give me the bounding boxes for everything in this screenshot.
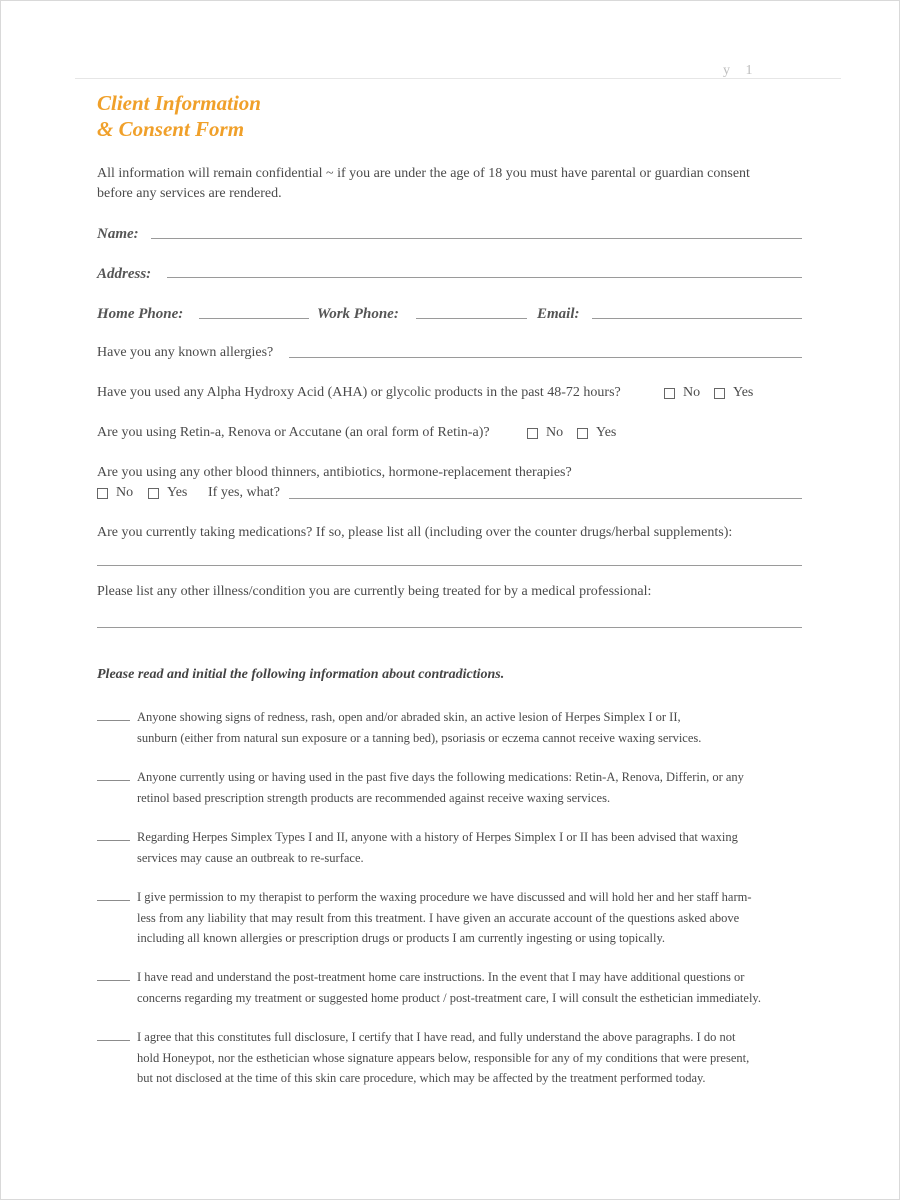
- initial-field[interactable]: [97, 720, 130, 721]
- contradiction-item: [97, 1027, 817, 1089]
- title-line-1: Client Information: [97, 91, 261, 115]
- contradiction-item: [97, 967, 817, 1008]
- email-label: Email:: [537, 306, 580, 322]
- initial-field[interactable]: [97, 1040, 130, 1041]
- item-line-2: less from any liability that may result from this treatment. I have given an accurate account of the questions asked above: [137, 910, 740, 925]
- blood-thinners-yes-checkbox[interactable]: [148, 488, 159, 499]
- initial-field[interactable]: [97, 840, 130, 841]
- blood-thinners-yes-label: Yes: [167, 485, 188, 500]
- name-field[interactable]: [151, 238, 802, 239]
- contradiction-item: [97, 767, 817, 808]
- retin-question: Are you using Retin-a, Renova or Accutane (an oral form of Retin-a)?: [97, 425, 490, 440]
- item-line-2: retinol based prescription strength products are recommended against receive waxing services.: [137, 790, 611, 805]
- retin-no-checkbox[interactable]: [527, 428, 538, 439]
- blood-thinners-question: Are you using any other blood thinners, antibiotics, hormone-replacement therapies?: [97, 465, 572, 480]
- work-phone-field[interactable]: [416, 318, 527, 319]
- blood-thinners-no-label: No: [116, 485, 134, 500]
- home-phone-label: Home Phone:: [97, 306, 184, 322]
- item-line-2: hold Honeypot, nor the esthetician whose signature appears below, responsible for any of my conditions that were present,: [137, 1050, 750, 1065]
- contradiction-item: [97, 887, 817, 949]
- contradiction-item: [97, 827, 817, 868]
- item-line-2: services may cause an outbreak to re-surface.: [137, 850, 364, 865]
- if-yes-field[interactable]: [289, 498, 802, 499]
- email-field[interactable]: [592, 318, 802, 319]
- illness-field[interactable]: [97, 627, 802, 628]
- medications-field[interactable]: [97, 565, 802, 566]
- retin-yes-label: Yes: [596, 425, 617, 440]
- title-line-2: & Consent Form: [97, 117, 245, 141]
- illness-question: Please list any other illness/condition you are currently being treated for by a medical professional:: [97, 584, 652, 599]
- name-label: Name:: [97, 226, 139, 242]
- blood-thinners-no-checkbox[interactable]: [97, 488, 108, 499]
- initial-field[interactable]: [97, 780, 130, 781]
- aha-yes-label: Yes: [733, 385, 754, 400]
- work-phone-label: Work Phone:: [317, 306, 399, 322]
- item-line-1: I agree that this constitutes full disclosure, I certify that I have read, and fully understand the above paragraphs. I do not: [137, 1030, 736, 1044]
- home-phone-field[interactable]: [199, 318, 309, 319]
- item-line-1: Anyone showing signs of redness, rash, open and/or abraded skin, an active lesion of Herpes Simplex I or II,: [137, 710, 681, 724]
- item-line-3: including all known allergies or prescription drugs or products I am currently ingesting or using topically.: [137, 931, 666, 945]
- address-field[interactable]: [167, 277, 802, 278]
- allergies-field[interactable]: [289, 357, 802, 358]
- if-yes-label: If yes, what?: [208, 485, 280, 500]
- aha-question: Have you used any Alpha Hydroxy Acid (AHA) or glycolic products in the past 48-72 hours?: [97, 385, 621, 400]
- aha-yes-checkbox[interactable]: [714, 388, 725, 399]
- item-line-3: but not disclosed at the time of this skin care procedure, which may be affected by the treatment performed today.: [137, 1071, 706, 1085]
- corner-mark: y 1: [723, 63, 759, 78]
- item-line-2: sunburn (either from natural sun exposure or a tanning bed), psoriasis or eczema cannot receive waxing services.: [137, 730, 702, 745]
- address-label: Address:: [97, 266, 152, 282]
- allergies-question: Have you any known allergies?: [97, 345, 274, 360]
- aha-no-checkbox[interactable]: [664, 388, 675, 399]
- retin-no-label: No: [546, 425, 564, 440]
- contradictions-heading: Please read and initial the following information about contradictions.: [97, 667, 505, 682]
- item-line-1: I give permission to my therapist to perform the waxing procedure we have discussed and will hold her and her staff harm-: [137, 890, 752, 904]
- item-line-1: I have read and understand the post-treatment home care instructions. In the event that I may have additional questions or: [137, 970, 745, 984]
- medications-question: Are you currently taking medications? If so, please list all (including over the counter drugs/herbal supplements):: [97, 525, 733, 540]
- retin-yes-checkbox[interactable]: [577, 428, 588, 439]
- aha-no-label: No: [683, 385, 701, 400]
- contradiction-item: [97, 707, 817, 748]
- form-title: [97, 90, 261, 142]
- initial-field[interactable]: [97, 980, 130, 981]
- item-line-1: Regarding Herpes Simplex Types I and II, anyone with a history of Herpes Simplex I or II has been advised that waxing: [137, 830, 738, 844]
- item-line-1: Anyone currently using or having used in the past five days the following medications: Retin-A, Renova, Differin, or any: [137, 770, 744, 784]
- intro-line-1: All information will remain confidential ~ if you are under the age of 18 you must have parental or guardian consent: [97, 166, 750, 181]
- intro-line-2: before any services are rendered.: [97, 186, 282, 201]
- item-line-2: concerns regarding my treatment or suggested home product / post-treatment care, I will consult the esthetician immediately.: [137, 990, 761, 1005]
- initial-field[interactable]: [97, 900, 130, 901]
